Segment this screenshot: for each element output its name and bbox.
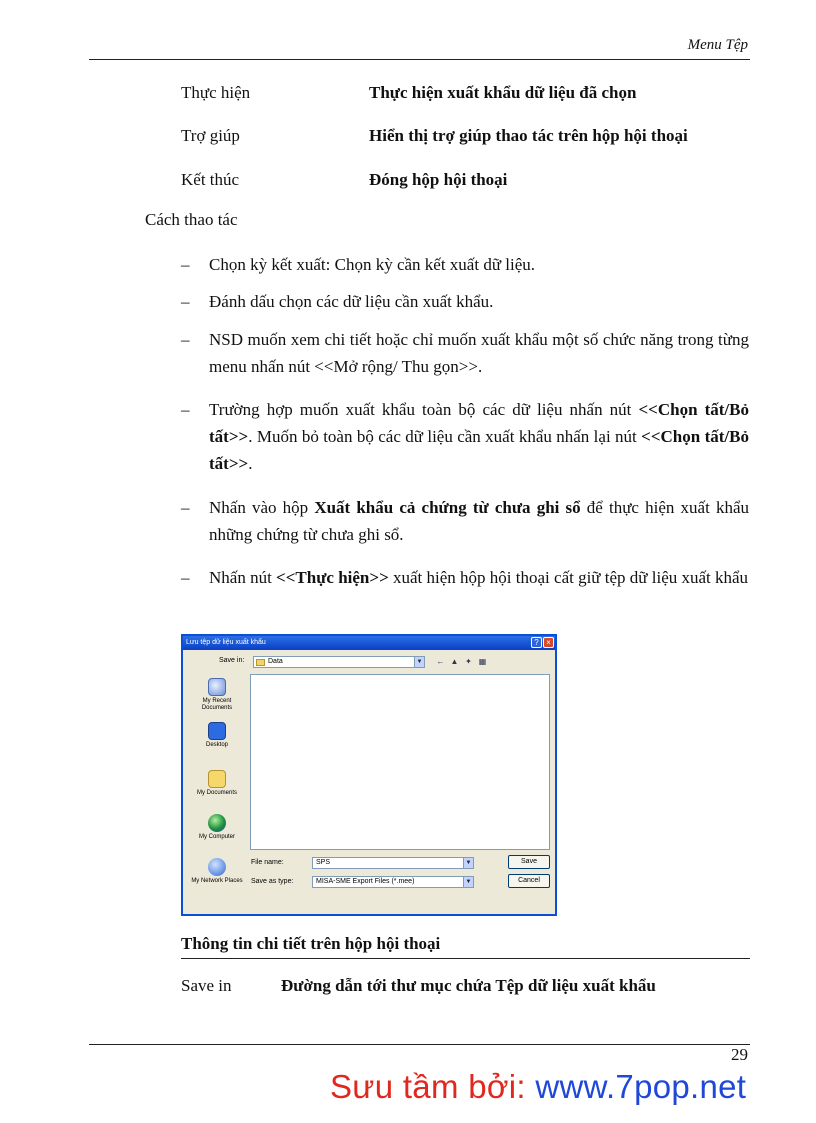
bullet-dash: – — [181, 400, 190, 419]
bullet-dash: – — [181, 330, 190, 349]
bullet-text: Đánh dấu chọn các dữ liệu cần xuất khẩu. — [209, 292, 494, 311]
desktop-icon — [208, 722, 226, 740]
detail-desc: Đường dẫn tới thư mục chứa Tệp dữ liệu xuất khẩu — [281, 976, 656, 995]
chevron-down-icon[interactable]: ▼ — [414, 657, 424, 667]
bullet-item — [181, 396, 749, 477]
file-name-value: SPS — [316, 859, 331, 866]
file-list[interactable] — [250, 674, 550, 850]
bullet-item — [181, 288, 749, 315]
bullet-dash: – — [181, 255, 190, 274]
footer-rule — [89, 1044, 750, 1045]
bullet-text: Nhấn nút <<Thực hiện>> xuất hiện hộp hội thoại cất giữ tệp dữ liệu xuất khẩu — [209, 568, 749, 587]
cancel-button[interactable]: Cancel — [508, 874, 550, 888]
save-in-select[interactable] — [253, 656, 425, 668]
details-heading: Thông tin chi tiết trên hộp hội thoại — [181, 934, 441, 953]
option-label: Trợ giúp — [181, 126, 240, 145]
bullet-text: Trường hợp muốn xuất khẩu toàn bộ các dữ liệu nhấn nút <<Chọn tất/Bỏ tất>>. Muốn bỏ toàn bộ các dữ liệu cần xuất khẩu nhấn lại nút <<Chọn tất/Bỏ tất>>. — [209, 400, 749, 473]
new-folder-icon[interactable]: ✦ — [465, 657, 472, 666]
chevron-down-icon[interactable]: ▼ — [463, 858, 473, 868]
running-header: Menu Tệp — [687, 37, 748, 53]
watermark: Sưu tầm bởi: www.7pop.net — [330, 1068, 747, 1105]
save-in-label: Save in: — [219, 657, 245, 664]
save-button[interactable]: Save — [508, 855, 550, 869]
save-as-type-select[interactable] — [312, 876, 474, 888]
my-documents-icon — [208, 770, 226, 788]
option-label: Kết thúc — [181, 170, 240, 189]
places-bar — [189, 674, 245, 908]
back-icon[interactable]: ← — [436, 657, 445, 666]
details-rule — [181, 958, 750, 959]
option-desc: Đóng hộp hội thoại — [369, 170, 508, 189]
save-file-dialog — [181, 634, 557, 916]
place-my-documents[interactable]: My Documents — [189, 770, 245, 797]
file-name-input[interactable] — [312, 857, 474, 869]
network-places-icon — [208, 858, 226, 876]
bullet-text: Nhấn vào hộp Xuất khẩu cả chứng từ chưa ghi sổ để thực hiện xuất khẩu những chứng từ chưa ghi sổ. — [209, 498, 749, 544]
option-row — [181, 83, 761, 107]
bullet-item — [181, 326, 749, 380]
save-as-type-value: MISA-SME Export Files (*.mee) — [316, 878, 415, 885]
header-rule — [89, 59, 750, 60]
bullet-item — [181, 564, 749, 591]
bullet-text: NSD muốn xem chi tiết hoặc chỉ muốn xuất khẩu một số chức năng trong từng menu nhấn nút <<Mở rộng/ Thu gọn>>. — [209, 330, 749, 376]
option-label: Thực hiện — [181, 83, 251, 102]
save-in-value: Data — [268, 658, 283, 665]
page-number: 29 — [731, 1045, 748, 1064]
bullet-item — [181, 494, 749, 548]
place-my-recent-documents[interactable]: My Recent Documents — [189, 678, 245, 712]
place-desktop[interactable]: Desktop — [189, 722, 245, 749]
up-folder-icon[interactable]: ▲ — [450, 657, 459, 666]
option-row — [181, 126, 761, 150]
dialog-title: Lưu tệp dữ liệu xuất khẩu — [183, 636, 555, 650]
bullet-dash: – — [181, 292, 190, 311]
option-desc: Thực hiện xuất khẩu dữ liệu đã chọn — [369, 83, 637, 102]
bullet-item — [181, 251, 749, 278]
bullet-dash: – — [181, 568, 190, 587]
help-icon[interactable]: ? — [531, 637, 542, 648]
save-as-type-label: Save as type: — [251, 878, 294, 885]
chevron-down-icon[interactable]: ▼ — [463, 877, 473, 887]
close-icon[interactable]: × — [543, 637, 554, 648]
option-desc: Hiển thị trợ giúp thao tác trên hộp hội thoại — [369, 126, 688, 145]
my-computer-icon — [208, 814, 226, 832]
howto-heading: Cách thao tác — [145, 210, 238, 229]
file-name-label: File name: — [251, 859, 284, 866]
option-row — [181, 170, 761, 194]
views-menu-icon[interactable]: ▦ — [478, 657, 487, 666]
bullet-dash: – — [181, 498, 190, 517]
place-my-computer[interactable]: My Computer — [189, 814, 245, 841]
bullet-text: Chọn kỳ kết xuất: Chọn kỳ cần kết xuất dữ liệu. — [209, 255, 536, 274]
place-my-network-places[interactable]: My Network Places — [189, 858, 245, 885]
recent-documents-icon — [208, 678, 226, 696]
detail-label: Save in — [181, 976, 232, 995]
folder-icon — [256, 659, 265, 666]
